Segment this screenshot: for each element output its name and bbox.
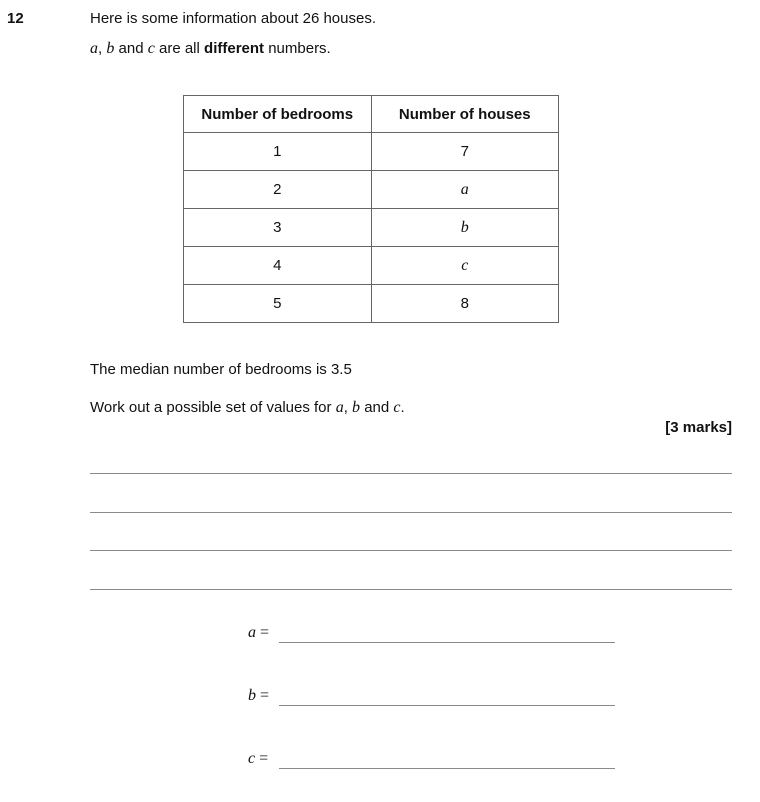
- houses-cell: b: [371, 209, 558, 247]
- equals-sign: =: [255, 750, 269, 767]
- question-number: 12: [7, 10, 24, 27]
- answer-c-line[interactable]: [279, 768, 615, 769]
- equals-sign: =: [256, 624, 270, 641]
- working-line[interactable]: [90, 589, 732, 590]
- table-row: [184, 247, 559, 285]
- houses-cell: 7: [371, 133, 558, 171]
- table-row: [184, 171, 559, 209]
- comma: ,: [343, 399, 353, 416]
- houses-cell: 8: [371, 285, 558, 323]
- houses-cell: a: [371, 171, 558, 209]
- header-bedrooms: Number of bedrooms: [184, 96, 372, 133]
- intro-text: Here is some information about 26 houses.: [90, 10, 376, 27]
- houses-table: [183, 95, 559, 323]
- answer-var: b: [248, 687, 256, 704]
- intro-variables-text: [90, 40, 331, 58]
- and-text: and: [114, 40, 148, 57]
- equals-sign: =: [256, 687, 270, 704]
- working-line[interactable]: [90, 550, 732, 551]
- var-b: b: [352, 399, 361, 416]
- var-c: c: [147, 40, 155, 57]
- table-row: [184, 133, 559, 171]
- answer-a-line[interactable]: [279, 642, 615, 643]
- answer-b-line[interactable]: [279, 705, 615, 706]
- work-out-prefix: Work out a possible set of values for: [90, 399, 336, 416]
- answer-c-label: [248, 750, 268, 768]
- answer-a-label: [248, 624, 269, 642]
- numbers-text: numbers.: [264, 40, 331, 57]
- work-out-instruction: [90, 399, 405, 417]
- var-b: b: [106, 40, 115, 57]
- are-all-text: are all: [154, 40, 205, 57]
- median-statement: The median number of bedrooms is 3.5: [90, 361, 352, 378]
- table-row: [184, 209, 559, 247]
- bedrooms-cell: 1: [184, 133, 372, 171]
- working-line[interactable]: [90, 512, 732, 513]
- marks-label: [3 marks]: [665, 419, 732, 436]
- table-row: [184, 285, 559, 323]
- different-bold: different: [204, 40, 265, 57]
- table-header-row: [184, 96, 559, 133]
- var-a: a: [335, 399, 344, 416]
- var-c: c: [393, 399, 401, 416]
- header-houses: Number of houses: [371, 96, 558, 133]
- working-line[interactable]: [90, 473, 732, 474]
- bedrooms-cell: 2: [184, 171, 372, 209]
- comma: ,: [98, 40, 107, 57]
- answer-b-label: [248, 687, 269, 705]
- var-a: a: [90, 40, 98, 57]
- bedrooms-cell: 5: [184, 285, 372, 323]
- answer-var: c: [248, 750, 256, 767]
- period: .: [400, 399, 405, 416]
- and-text: and: [360, 399, 394, 416]
- bedrooms-cell: 3: [184, 209, 372, 247]
- bedrooms-cell: 4: [184, 247, 372, 285]
- answer-var: a: [248, 624, 256, 641]
- houses-cell: c: [371, 247, 558, 285]
